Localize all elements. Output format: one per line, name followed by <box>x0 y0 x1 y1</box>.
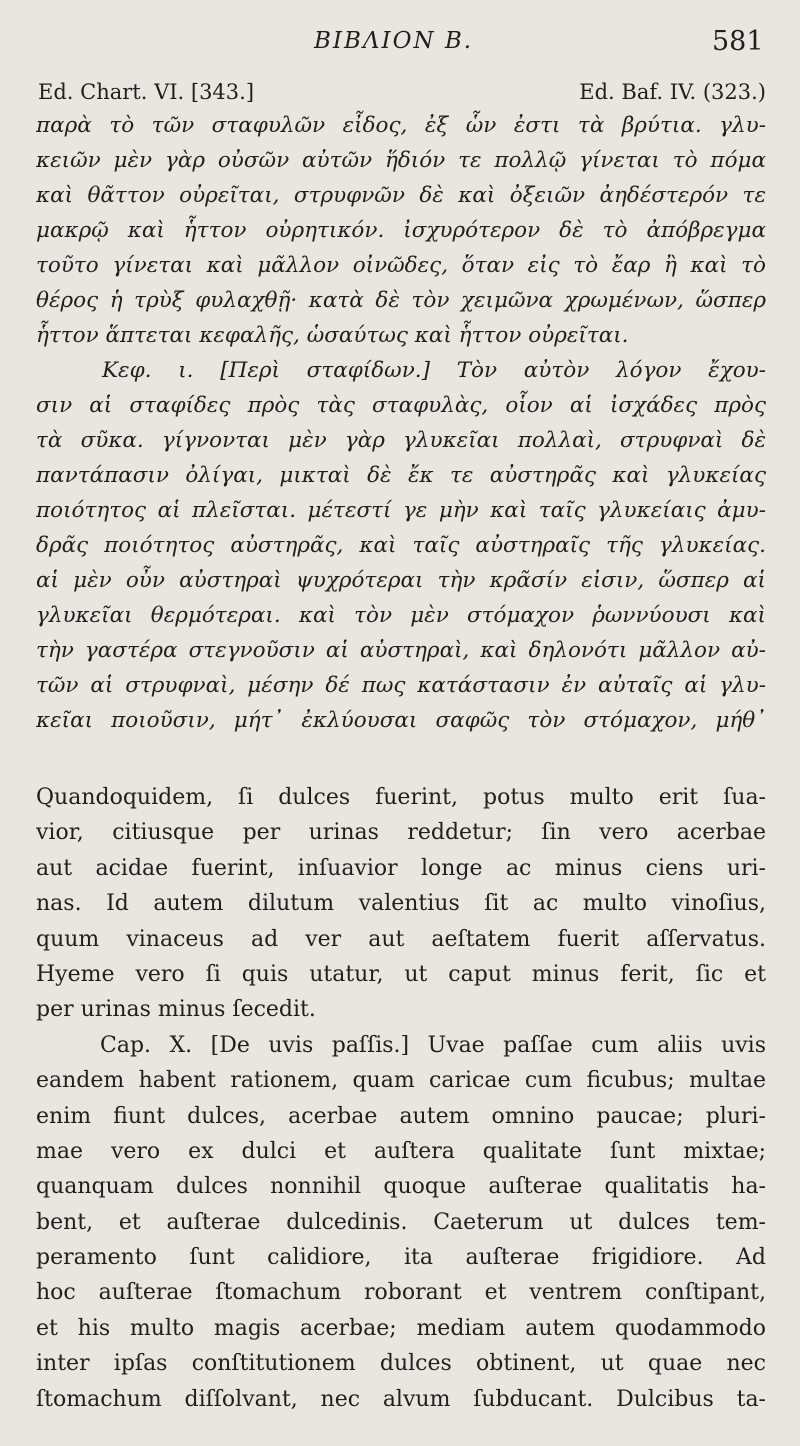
greek-line: δρᾶς ποιότητος αὐστηρᾶς, καὶ ταῖς αὐστηραῖς τῆς γλυκείας. <box>36 533 766 558</box>
greek-line: γλυκεῖαι θερμότεραι. καὶ τὸν μὲν στόμαχον ῥωννύουσι καὶ <box>36 603 766 628</box>
latin-line: et his multo magis acerbae; mediam autem quodammodo <box>36 1315 766 1341</box>
page-number: 581 <box>712 26 764 57</box>
latin-line: quum vinaceus ad ver aut aeſtatem fuerit aſſervatus. <box>36 926 766 952</box>
book-title: ΒΙΒΛΙΟΝ Β. <box>314 28 474 54</box>
greek-line: τοῦτο γίνεται καὶ μᾶλλον οἰνῶδες, ὅταν εἰς τὸ ἔαρ ἢ καὶ τὸ <box>36 253 766 278</box>
greek-line: παρὰ τὸ τῶν σταφυλῶν εἶδος, ἐξ ὧν ἐστι τὰ βρύτια. γλυ- <box>36 113 766 138</box>
greek-line: σιν αἱ σταφίδες πρὸς τὰς σταφυλὰς, οἷον αἱ ἰσχάδες πρὸς <box>36 393 766 418</box>
greek-line: παντάπασιν ὀλίγαι, μικταὶ δὲ ἔκ τε αὐστηρᾶς καὶ γλυκείας <box>36 463 766 488</box>
latin-chapter-heading-line: Cap. X. [De uvis paſſis.] Uvae paſſae cum aliis uvis <box>100 1032 766 1058</box>
greek-line: θέρος ἡ τρὺξ φυλαχθῇ· κατὰ δὲ τὸν χειμῶνα χρωμένων, ὥσπερ <box>36 288 766 313</box>
greek-text-block <box>36 108 766 738</box>
running-head <box>0 28 800 64</box>
latin-line: vior, citiusque per urinas reddetur; ſin vero acerbae <box>36 820 766 846</box>
greek-line: τῶν αἱ στρυφναὶ, μέσην δέ πως κατάστασιν ἐν αὐταῖς αἱ γλυ- <box>36 673 766 698</box>
greek-line: τὰ σῦκα. γίγνονται μὲν γὰρ γλυκεῖαι πολλαὶ, στρυφναὶ δὲ <box>36 428 766 453</box>
greek-line: αἱ μὲν οὖν αὐστηραὶ ψυχρότεραι τὴν κρᾶσίν εἰσιν, ὥσπερ αἱ <box>36 568 766 593</box>
latin-line: Quandoquidem, ſi dulces fuerint, potus multo erit ſua- <box>36 785 766 810</box>
greek-chapter-heading-line: Κεφ. ι. [Περὶ σταφίδων.] Τὸν αὐτὸν λόγον ἔχου- <box>102 358 766 383</box>
latin-line: ſtomachum diſſolvant, nec alvum ſubducant. Dulcibus ta- <box>36 1386 766 1412</box>
edition-references <box>38 80 766 110</box>
edition-chart-reference: Ed. Chart. VI. [343.] <box>38 80 255 104</box>
latin-line: eandem habent rationem, quam caricae cum ficubus; multae <box>36 1068 766 1094</box>
edition-basel-reference: Ed. Baf. IV. (323.) <box>579 80 766 104</box>
greek-line: καὶ θᾶττον οὐρεῖται, στρυφνῶν δὲ καὶ ὀξειῶν ἀηδέστερόν τε <box>36 183 766 208</box>
latin-line: hoc auſterae ſtomachum roborant et ventrem conſtipant, <box>36 1280 766 1306</box>
latin-line: mae vero ex dulci et auſtera qualitate ſunt mixtae; <box>36 1138 766 1164</box>
latin-line: bent, et auſterae dulcedinis. Caeterum ut dulces tem- <box>36 1209 766 1235</box>
latin-text-block <box>36 780 766 1417</box>
greek-line: τὴν γαστέρα στεγνοῦσιν αἱ αὐστηραὶ, καὶ δηλονότι μᾶλλον αὐ- <box>36 638 766 663</box>
latin-line: per urinas minus ſecedit. <box>36 997 316 1023</box>
latin-line: peramento ſunt calidiore, ita auſterae frigidiore. Ad <box>36 1245 766 1271</box>
greek-line: ποιότητος αἱ πλεῖσται. μέτεστί γε μὴν καὶ ταῖς γλυκείαις ἀμυ- <box>36 498 766 523</box>
latin-line: quanquam dulces nonnihil quoque auſterae qualitatis ha- <box>36 1174 766 1200</box>
latin-line: nas. Id autem dilutum valentius ſit ac multo vinoſius, <box>36 891 766 917</box>
latin-line: inter ipſas conſtitutionem dulces obtinent, ut quae nec <box>36 1351 766 1377</box>
greek-line: μακρῷ καὶ ἧττον οὐρητικόν. ἰσχυρότερον δὲ τὸ ἀπόβρεγμα <box>36 218 766 243</box>
latin-line: Hyeme vero ſi quis utatur, ut caput minus ferit, ſic et <box>36 961 766 987</box>
greek-line: κεῖαι ποιοῦσιν, μήτ᾽ ἐκλύουσαι σαφῶς τὸν στόμαχον, μήθ᾽ <box>36 708 766 733</box>
greek-line: ἧττον ἅπτεται κεφαλῆς, ὡσαύτως καὶ ἧττον οὐρεῖται. <box>36 323 629 348</box>
latin-line: enim fiunt dulces, acerbae autem omnino paucae; pluri- <box>36 1103 766 1129</box>
greek-line: κειῶν μὲν γὰρ οὐσῶν αὐτῶν ἥδιόν τε πολλῷ γίνεται τὸ πόμα <box>36 148 766 173</box>
latin-line: aut acidae fuerint, inſuavior longe ac minus ciens uri- <box>36 855 766 881</box>
